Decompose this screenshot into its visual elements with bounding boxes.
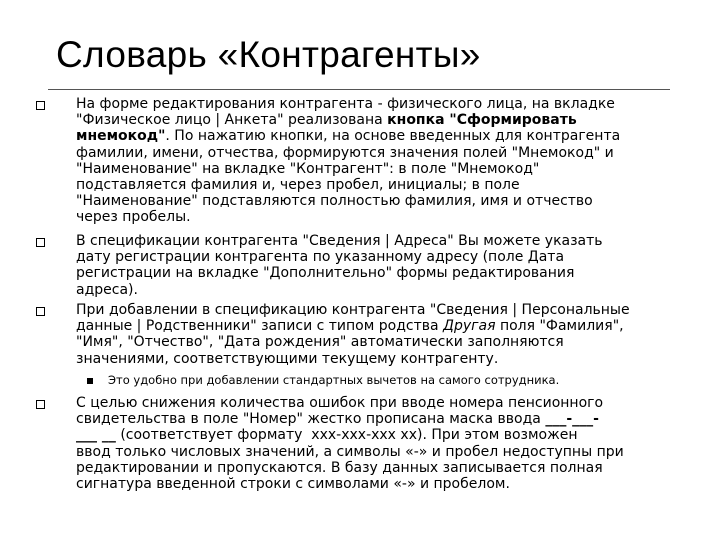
sub-bullet-marker (87, 378, 93, 384)
text-span: "Физическое лицо | Анкета" реализована (76, 112, 388, 129)
bullet-paragraph-2 (76, 233, 706, 298)
text-line (76, 112, 706, 128)
text-span: . По нажатию кнопки, на основе введенных для контрагента (165, 128, 621, 145)
sub-bullet-text: Это удобно при добавлении стандартных вычетов на самого сотрудника. (108, 373, 560, 387)
input-mask: ___ __ (76, 427, 116, 444)
bullet-paragraph-1 (76, 96, 706, 226)
text-line: фамилии, имени, отчества, формируются значения полей "Мнемокод" и (76, 144, 614, 161)
text-line: При добавлении в спецификацию контрагента "Сведения | Персональные (76, 302, 630, 318)
text-line: "Наименование" на вкладке "Контрагент": в поле "Мнемокод" (76, 160, 540, 177)
text-line: дату регистрации контрагента по указанному адресу (поле Дата (76, 249, 565, 266)
italic-text: Другая (443, 318, 496, 335)
text-line: адреса). (76, 281, 138, 298)
text-line: "Наименование" подставляются полностью фамилия, имя и отчество (76, 193, 593, 210)
text-line: С целью снижения количества ошибок при вводе номера пенсионного (76, 395, 604, 411)
text-span: (соответствует формату ххх-ххх-ххх хх). При этом возможен (115, 427, 578, 444)
bold-text: кнопка "Сформировать (387, 112, 577, 129)
text-line: подставляется фамилия и, через пробел, инициалы; в поле (76, 177, 520, 194)
text-line: регистрации на вкладке "Дополнительно" формы редактирования (76, 265, 575, 282)
bullet-marker (36, 307, 45, 316)
text-line: На форме редактирования контрагента - физического лица, на вкладке (76, 96, 615, 112)
text-line: через пробелы. (76, 209, 191, 226)
bullet-marker (36, 400, 45, 409)
bullet-paragraph-4 (76, 395, 706, 492)
title-divider (48, 89, 670, 90)
text-span: данные | Родственники" записи с типом родства (76, 318, 444, 335)
text-line (76, 411, 706, 427)
bold-text: мнемокод" (76, 128, 166, 145)
text-line (76, 427, 706, 443)
text-line (76, 318, 706, 334)
text-span: поля "Фамилия", (495, 318, 624, 335)
bullet-marker (36, 238, 45, 247)
slide-title: Словарь «Контрагенты» (56, 34, 481, 75)
text-span: свидетельства в поле "Номер" жестко прописана маска ввода (76, 411, 546, 428)
bullet-paragraph-3 (76, 302, 706, 367)
text-line: сигнатура введенной строки с символами «-» и пробелом. (76, 476, 510, 493)
text-line: В спецификации контрагента "Сведения | Адреса" Вы можете указать (76, 233, 603, 249)
text-line (76, 128, 706, 144)
text-line: ввод только числовых значений, а символы «-» и пробел недоступны при (76, 443, 624, 460)
input-mask: ___-___- (545, 411, 599, 428)
text-line: "Имя", "Отчество", "Дата рождения" автоматически заполняются (76, 334, 564, 351)
text-line: значениями, соответствующими текущему контрагенту. (76, 350, 499, 367)
bullet-marker (36, 101, 45, 110)
text-line: редактировании и пропускаются. В базу данных записывается полная (76, 459, 603, 476)
